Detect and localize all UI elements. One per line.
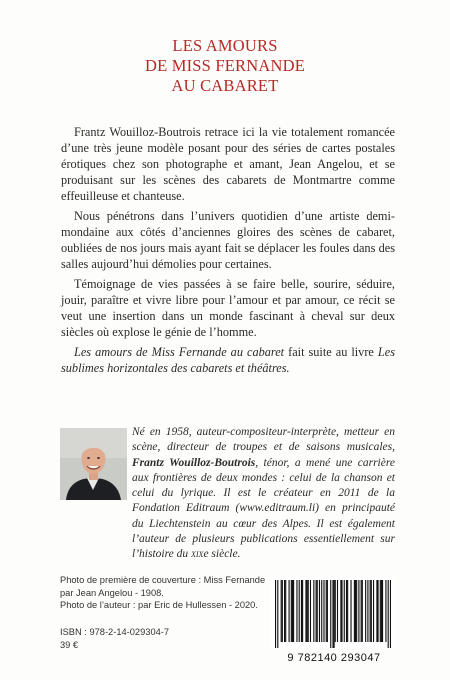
barcode-bar xyxy=(282,580,283,642)
barcode-bar xyxy=(390,580,391,648)
barcode-bar xyxy=(313,580,314,642)
barcode-bar xyxy=(316,580,317,642)
blurb-paragraph-1: Frantz Wouilloz-Boutrois retrace ici la vie totalement romancée d’une très jeune modèle posant pour des séries de cartes postales érotiques chez son photographe et amant, Jean Angelou, et se produisant sur les scènes des cabarets de Montmartre comme effeuilleuse et chanteuse. xyxy=(61,125,395,203)
barcode-bar xyxy=(310,580,311,642)
barcode-bar xyxy=(355,580,356,642)
barcode-bar xyxy=(385,580,386,642)
barcode-bar xyxy=(308,580,309,642)
barcode-bar xyxy=(370,580,371,642)
bio-text-1: Né en 1958, auteur-compositeur-interprète, metteur en scène, directeur de troupes et de saisons musicales, xyxy=(132,426,395,454)
barcode-bar xyxy=(344,580,345,642)
barcode-bar xyxy=(285,580,286,642)
barcode-bar xyxy=(337,580,338,642)
barcode-bar xyxy=(376,580,377,642)
barcode-bar xyxy=(350,580,351,642)
barcode-bar xyxy=(321,580,322,642)
barcode-bar xyxy=(356,580,357,642)
author-portrait-image xyxy=(60,428,127,500)
barcode-bar xyxy=(354,580,355,642)
barcode-bar xyxy=(299,580,300,642)
barcode-bar xyxy=(381,580,382,642)
barcode-bar xyxy=(277,580,278,648)
barcode-bar xyxy=(281,580,282,642)
barcode-bar xyxy=(367,580,368,642)
bio-text-3: e siècle. xyxy=(203,548,241,561)
credit-line-2: par Jean Angelou - 1908. xyxy=(60,587,164,598)
barcode-bar xyxy=(373,580,374,642)
barcode-bar xyxy=(332,580,333,648)
price: 39 € xyxy=(60,640,79,650)
barcode-number: 9 782140 293047 xyxy=(287,652,381,664)
book-reference-title: Les amours de Miss Fernande au cabaret xyxy=(74,345,285,359)
book-title-line-3: AU CABARET xyxy=(171,76,279,95)
barcode-bar xyxy=(347,580,348,642)
barcode-bar xyxy=(371,580,372,642)
author-name: Frantz Wouilloz-Boutrois xyxy=(132,456,256,469)
barcode-bar xyxy=(382,580,383,642)
barcode-bar xyxy=(330,580,331,648)
credit-line-3: Photo de l’auteur : par Eric de Hullessen - 2020. xyxy=(60,600,258,610)
barcode-bar xyxy=(291,580,292,642)
barcode-bar xyxy=(289,580,290,642)
barcode-bar xyxy=(388,580,389,648)
author-biography xyxy=(132,425,395,563)
barcode-bar xyxy=(326,580,327,642)
barcode-bar xyxy=(275,580,276,648)
bio-century: xix xyxy=(191,548,204,561)
photo-credits xyxy=(60,574,270,612)
blurb-paragraph-4 xyxy=(61,344,395,376)
barcode-bar xyxy=(341,580,342,642)
previous-book-title: Les sublimes horizontales des cabarets et théâtres. xyxy=(61,345,395,375)
credit-line-1: Photo de première de couverture : Miss Fernande xyxy=(60,575,266,585)
barcode-bar xyxy=(380,580,381,642)
author-photo xyxy=(60,428,127,500)
barcode-bar xyxy=(323,580,324,642)
barcode-bar xyxy=(284,580,285,642)
blurb xyxy=(61,124,395,376)
isbn: ISBN : 978-2-14-029304-7 xyxy=(60,627,170,637)
barcode-bar xyxy=(335,580,336,642)
barcode-bar xyxy=(302,580,303,642)
book-reference-connector: fait suite au livre xyxy=(284,345,378,359)
barcode-bars xyxy=(270,578,396,648)
book-title-line-1: LES AMOURS xyxy=(172,36,278,55)
barcode-bar xyxy=(293,580,294,642)
book-title-line-2: DE MISS FERNANDE xyxy=(145,56,305,75)
barcode-bar xyxy=(327,580,328,642)
bio-text-2: , ténor, a mené une carrière aux frontières de deux mondes : celui de la chanson et celui du lyrique. Il est le créateur en 2011 de la Fondation Editraum (www.editraum.li) en principauté du Liechtenstein au cœur des Alpes. Il est également l’auteur de plusieurs publications essentiellement sur l’histoire du xyxy=(132,456,395,561)
barcode-bar xyxy=(346,580,347,642)
book-title xyxy=(0,36,450,96)
barcode-bar xyxy=(361,580,362,642)
barcode-bar xyxy=(317,580,318,642)
barcode xyxy=(270,578,396,648)
barcode-bar xyxy=(292,580,293,642)
blurb-paragraph-2: Nous pénétrons dans l’univers quotidien d’une artiste demi-mondaine aux côtés d’anciennes gloires des scènes de cabaret, oubliées de nos jours mais ayant fait se déplacer les foules dans des salles aujourd’hui démolies pour certaines. xyxy=(61,209,395,271)
barcode-bar xyxy=(340,580,341,642)
blurb-paragraph-3: Témoignage de vies passées à se faire belle, sourire, séduire, jouir, paraître et vivre libre pour l’amour et par amour, ce récit se veut une insertion dans un monde fascinant à cheval sur deux siècles où explose le génie de l’homme. xyxy=(61,277,395,339)
barcode-bar xyxy=(319,580,320,642)
barcode-bar xyxy=(296,580,297,642)
barcode-bar xyxy=(334,580,335,648)
barcode-bar xyxy=(307,580,308,642)
barcode-bar xyxy=(358,580,359,642)
barcode-bar xyxy=(362,580,363,642)
barcode-bar xyxy=(301,580,302,642)
isbn-price-block xyxy=(60,626,169,652)
barcode-bar xyxy=(377,580,378,642)
barcode-bar xyxy=(365,580,366,642)
barcode-bar xyxy=(305,580,306,642)
